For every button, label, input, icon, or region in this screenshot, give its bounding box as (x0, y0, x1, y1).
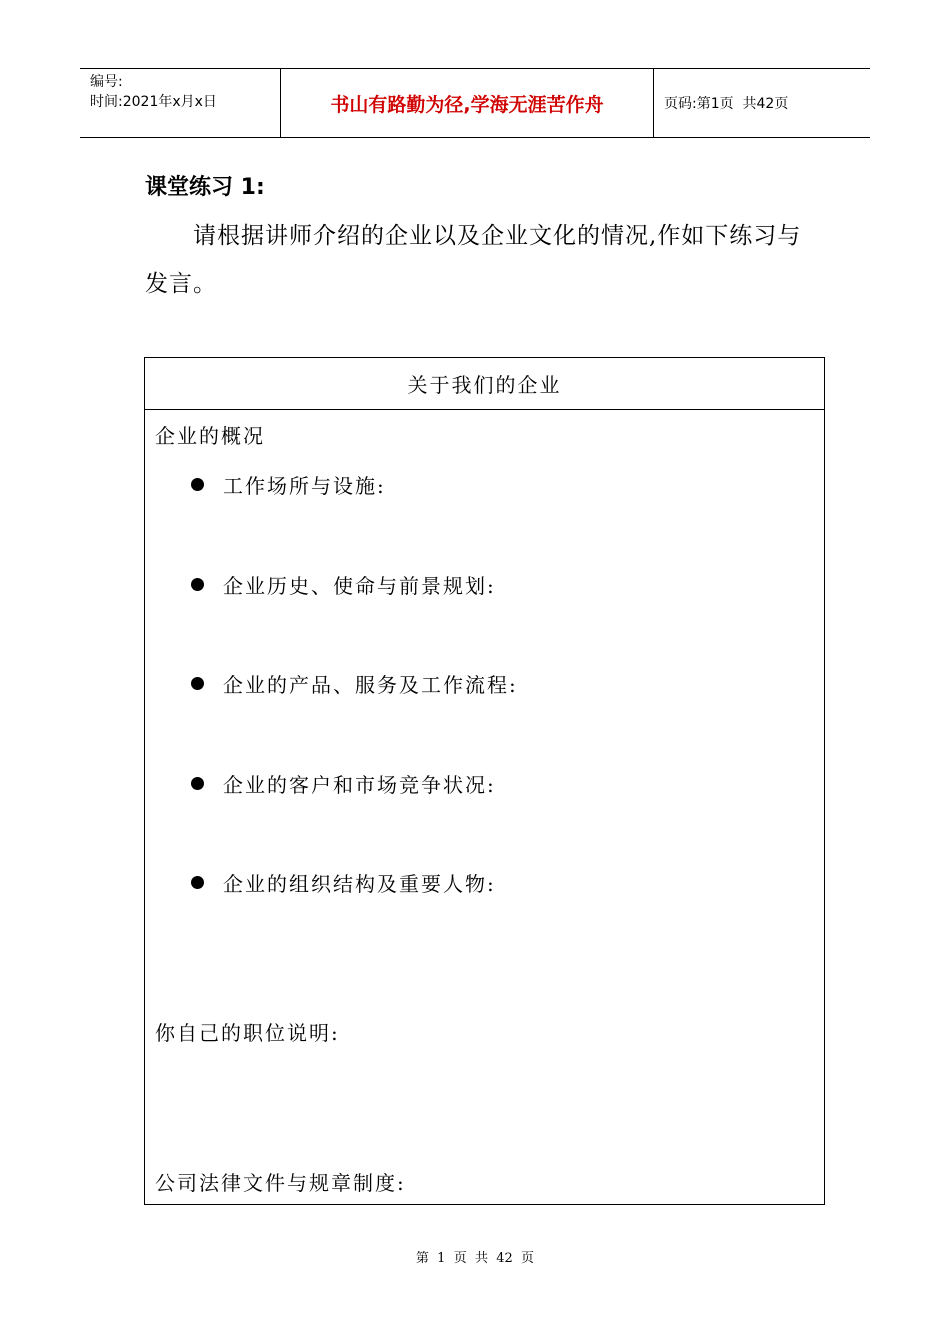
legal-label: 公司法律文件与规章制度: (155, 1171, 406, 1195)
list-item (191, 868, 496, 897)
header-meta (80, 69, 281, 137)
page-footer (0, 1247, 950, 1266)
list-item (191, 669, 518, 698)
footer-page-number: 第 1 页 共 42 页 (415, 1251, 535, 1266)
bullet-icon (191, 777, 204, 790)
list-item-text: 企业的客户和市场竞争状况: (223, 773, 496, 797)
enterprise-form (144, 357, 825, 1205)
overview-label: 企业的概况 (155, 424, 265, 448)
section-title: 课堂练习 1: (145, 175, 265, 200)
bullet-icon (191, 677, 204, 690)
time-label: 时间:2021年x月x日 (90, 94, 217, 110)
bullet-icon (191, 876, 204, 889)
list-item-text: 企业历史、使命与前景规划: (223, 574, 496, 598)
list-item (191, 470, 386, 499)
intro-paragraph: 请根据讲师介绍的企业以及企业文化的情况,作如下练习与发言。 (145, 223, 802, 297)
bullet-icon (191, 478, 204, 491)
form-title: 关于我们的企业 (145, 358, 824, 410)
list-item (191, 570, 496, 599)
bullet-icon (191, 578, 204, 591)
list-item-text: 工作场所与设施: (223, 474, 386, 498)
page-info-text: 页码:第1页 共42页 (664, 96, 789, 112)
header-motto: 书山有路勤为径,学海无涯苦作舟 (281, 69, 654, 137)
list-item-text: 企业的产品、服务及工作流程: (223, 673, 518, 697)
list-item (191, 769, 496, 798)
document-header (80, 68, 870, 138)
position-label: 你自己的职位说明: (155, 1021, 340, 1045)
list-item-text: 企业的组织结构及重要人物: (223, 872, 496, 896)
number-label: 编号: (90, 74, 123, 90)
header-page-info (654, 69, 870, 137)
